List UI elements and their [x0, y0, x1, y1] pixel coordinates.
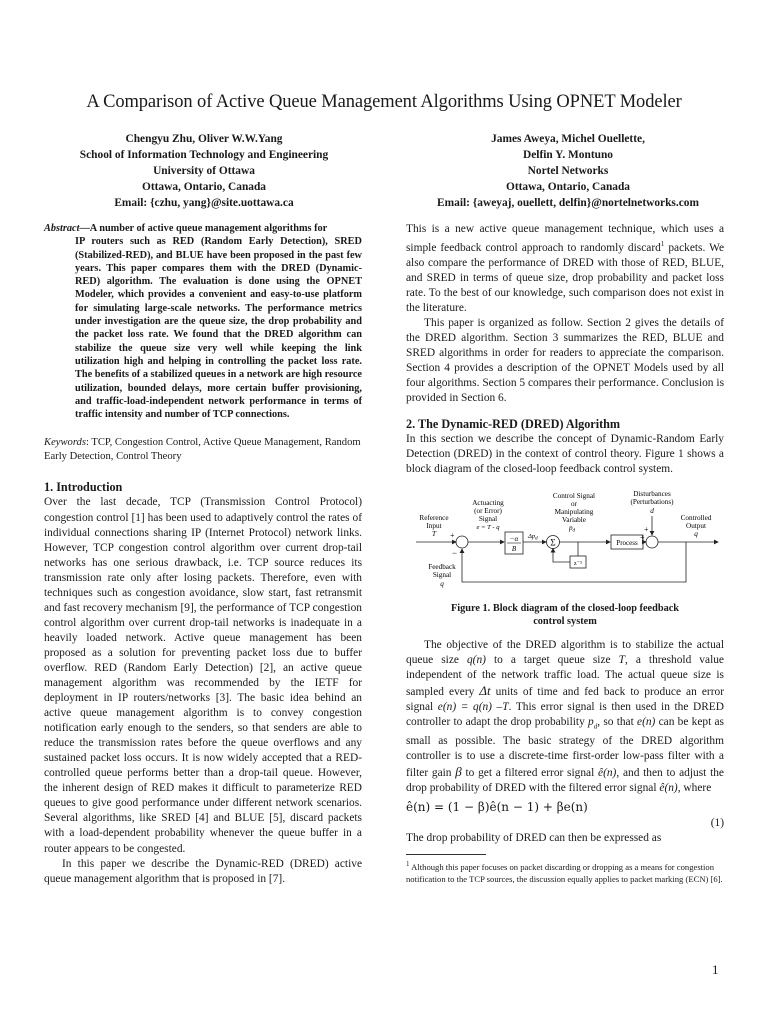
label-z-inv: z⁻¹ — [573, 559, 583, 567]
label-or: or — [571, 499, 577, 508]
footnote-text: Although this paper focuses on packet discarding or dropping as a means for congestion notification to the TCP sources, the discussion equally applies to packet marking (ECN) [6]. — [406, 862, 723, 885]
author-names-2: Delfin Y. Montuno — [523, 149, 613, 161]
left-column — [44, 222, 362, 887]
text-run: , a threshold value independent of the network traffic load. The actual queue size is sampled every — [406, 653, 724, 698]
label-process: Process — [616, 538, 638, 547]
author-email: Email: {czhu, yang}@site.uottawa.ca — [114, 197, 294, 209]
text-run: This is a new active queue management technique, which uses a simple feedback control approach to randomly discard — [406, 223, 724, 254]
block-diagram — [406, 490, 724, 602]
text-run: can be kept as small as possible. The basic strategy of the DRED algorithm controller is to use a discrete-time first-order low-pass filter with a filter gain — [406, 715, 724, 780]
author-school: School of Information Technology and Engineering — [79, 149, 329, 161]
footnote-marker: 1 — [406, 860, 410, 869]
author-names: James Aweya, Michel Ouellette, — [491, 133, 645, 145]
label-variable: Variable — [562, 515, 586, 524]
math-error: e(n) = q(n) –T — [437, 700, 509, 713]
label-disturbances: Disturbances — [633, 489, 671, 498]
text-run: to a target queue size — [485, 653, 619, 666]
label-pd: $p_d$ — [568, 523, 576, 533]
label-or-error: (or Error) — [474, 506, 502, 515]
label-delta-p: $\Delta p_d$ — [528, 532, 538, 541]
label-T: T — [432, 529, 436, 538]
sign-plus-2: + — [640, 532, 645, 542]
author-names: Chengyu Zhu, Oliver W.W.Yang — [125, 133, 283, 145]
section-heading-dred: 2. The Dynamic-RED (DRED) Algorithm — [406, 417, 621, 432]
label-output: Output — [686, 521, 706, 530]
text-run: to get a filtered error signal — [461, 767, 599, 780]
sign-minus-1: − — [452, 547, 458, 558]
summing-junction — [456, 536, 468, 548]
text-run: . This error signal is then used in the DRED controller to adapt the drop probability — [406, 700, 724, 728]
author-email: Email: {aweyaj, ouellett, delfin}@nortelnetworks.com — [437, 197, 699, 209]
text-run: , so that — [597, 715, 638, 728]
abstract-label: Abstract — [44, 223, 80, 234]
label-control-signal: Control Signal — [552, 491, 596, 500]
label-feedback: Feedback — [428, 562, 456, 571]
intro-paragraph-2: In this paper we describe the Dynamic-RED (DRED) active queue management algorithm that is proposed in [7]. — [44, 857, 362, 885]
footnote-ref: 1 — [660, 240, 665, 249]
equation-1: ê(n) = (1 − β)ê(n − 1) + βe(n) — [406, 800, 588, 815]
label-perturbations: (Perturbations) — [630, 497, 674, 506]
section-heading-introduction: 1. Introduction — [44, 480, 123, 495]
keywords — [44, 436, 362, 464]
label-reference: Reference — [419, 513, 449, 522]
math-beta: β — [455, 764, 462, 780]
label-minus-alpha: −α — [509, 534, 519, 543]
intro-paragraph-4: This paper is organized as follow. Section 2 gives the details of the DRED algorithm. Section 3 summarizes the RED, BLUE and SRED algorithms in order for readers to appreciate the comparison. Section 4 provides a description of the OPNET Models used by all four algorithms. Section 5 compares their performance. Conclusion is provided in Section 6. — [406, 317, 724, 405]
text-run: , and then to adjust the drop probability of DRED with the filtered error signal — [406, 767, 724, 795]
author-city: Ottawa, Ontario, Canada — [505, 181, 631, 193]
math-pd-sub: d — [593, 722, 598, 731]
dred-paragraph-2 — [406, 638, 724, 797]
intro-paragraph-1: Over the last decade, TCP (Transmission Control Protocol) congestion control [1] has been used to adaptively control the rates of individual connections sharing IP (Internet Protocol) network links. However, TCP congestion control algorithm over current drop-tail networks has one serious drawback, i.e. TCP source reduces its transmission rate only after losing packets. Therefore, even with techniques such as congestion avoidance, slow start, fast retransmit and fast recovery mechanism [9], the performance of TCP congestion control algorithm over current drop-tail networks is inadequate in a heavily loaded network. Active queue management has been proposed as a solution for preventing packet loss due to buffer overflow. RED (Random Early Detection) [2], an active queue management algorithm was recommended by the IETF for deployment in IP routers/networks [3]. The basic idea behind an active queue management algorithm is to convey congestion notification early enough to the senders, so that senders are able to reduce the transmission rates before the queue overflows and any sustained packet loss occurs. It is now widely accepted that a RED-controlled queue performs better than a drop-tail queue. However, the inherent design of RED makes it difficult to parameterize RED queues to give good performance under different network scenarios. Several algorithms, like SRED [4] and BLUE [5], discard packets with a load-dependent probability whenever the queue buffer in a router appears to be congested. — [44, 496, 362, 855]
math-T: T — [618, 653, 625, 666]
keywords-text: : TCP, Congestion Control, Active Queue Management, Random Early Detection, Control Theory — [44, 437, 361, 463]
abstract-dash: — — [79, 223, 90, 234]
paper-title: A Comparison of Active Queue Management Algorithms Using OPNET Modeler — [86, 92, 682, 112]
math-delta-t: Δt — [479, 682, 491, 698]
label-B: B — [511, 544, 517, 553]
math-q: q(n) — [466, 653, 486, 666]
figure-caption: Figure 1. Block diagram of the closed-loop feedback control system — [450, 602, 680, 627]
label-input: Input — [426, 521, 442, 530]
text-run: The objective of the DRED algorithm is to stabilize the actual queue size — [406, 638, 724, 666]
page-number: 1 — [712, 962, 719, 977]
label-actuacting: Actuacting — [472, 498, 504, 507]
block-diagram-svg — [406, 490, 724, 602]
label-d: d — [650, 506, 654, 515]
text-run: units of time and fed back to produce an error signal — [406, 685, 724, 713]
label-q-fb: q — [440, 579, 444, 588]
abstract-body: IP routers such as RED (Random Early Detection), SRED (Stabilized-RED), and BLUE have been proposed in the past few years. This paper compares them with the DRED (Dynamic-RED) algorithm. The evaluation is done using the OPNET Modeler, which provides a convenient and easy-to-use platform for simulating large-scale networks. The performance metrics under investigation are the queue size, the drop probability and the packet loss rate. We found that the DRED algorithm can stabilize the queue size very well while keeping the link utilization high and helping in controlling the packet loss rate. The benefits of a stabilized queues in a network are high resource utilization, bounded delays, more certain buffer provisioning, and traffic-load-independent network performance in terms of traffic intensity and number of TCP connections. — [75, 236, 362, 421]
text-run: , where — [677, 782, 712, 795]
sign-plus-3: + — [644, 524, 649, 534]
math-ehat: ê(n) — [598, 767, 617, 780]
keywords-label: Keywords — [44, 437, 86, 449]
author-company: Nortel Networks — [527, 165, 609, 177]
label-fb-signal: Signal — [432, 570, 452, 579]
label-sigma: Σ — [550, 537, 556, 547]
label-e-eq: e = T - q — [476, 523, 500, 531]
right-column — [406, 222, 724, 885]
author-block-left — [40, 131, 368, 211]
label-controlled: Controlled — [680, 513, 712, 522]
text-run: packets. We also compare the performance of DRED with those of RED, BLUE, and SRED in terms of queue size, drop probability and packet loss rate. To the best of our knowledge, such comparison does not exist in the literature. — [406, 241, 724, 315]
label-signal: Signal — [478, 514, 498, 523]
author-university: University of Ottawa — [153, 165, 255, 177]
math-pd: p — [588, 715, 594, 728]
label-manipulating: Manipulating — [554, 507, 594, 516]
dred-paragraph-1: In this section we describe the concept of Dynamic-Random Early Detection (DRED) in the context of control theory. Figure 1 shows a block diagram of the closed-loop feedback control system. — [406, 433, 724, 476]
math-ehat: ê(n) — [659, 782, 678, 795]
abstract-first-line: A number of active queue management algorithms for — [89, 223, 328, 234]
math-en: e(n) — [637, 715, 656, 728]
disturbance-junction — [646, 536, 658, 548]
intro-paragraph-3 — [406, 222, 724, 316]
author-block-right — [410, 131, 726, 211]
label-q-out: q — [694, 529, 698, 538]
footnote-rule — [406, 854, 486, 855]
dred-paragraph-3: The drop probability of DRED can then be expressed as — [406, 832, 662, 845]
equation-number: (1) — [710, 817, 724, 830]
sign-plus-1: + — [450, 530, 455, 540]
author-city: Ottawa, Ontario, Canada — [141, 181, 267, 193]
abstract — [44, 222, 362, 421]
footnote — [406, 858, 724, 885]
